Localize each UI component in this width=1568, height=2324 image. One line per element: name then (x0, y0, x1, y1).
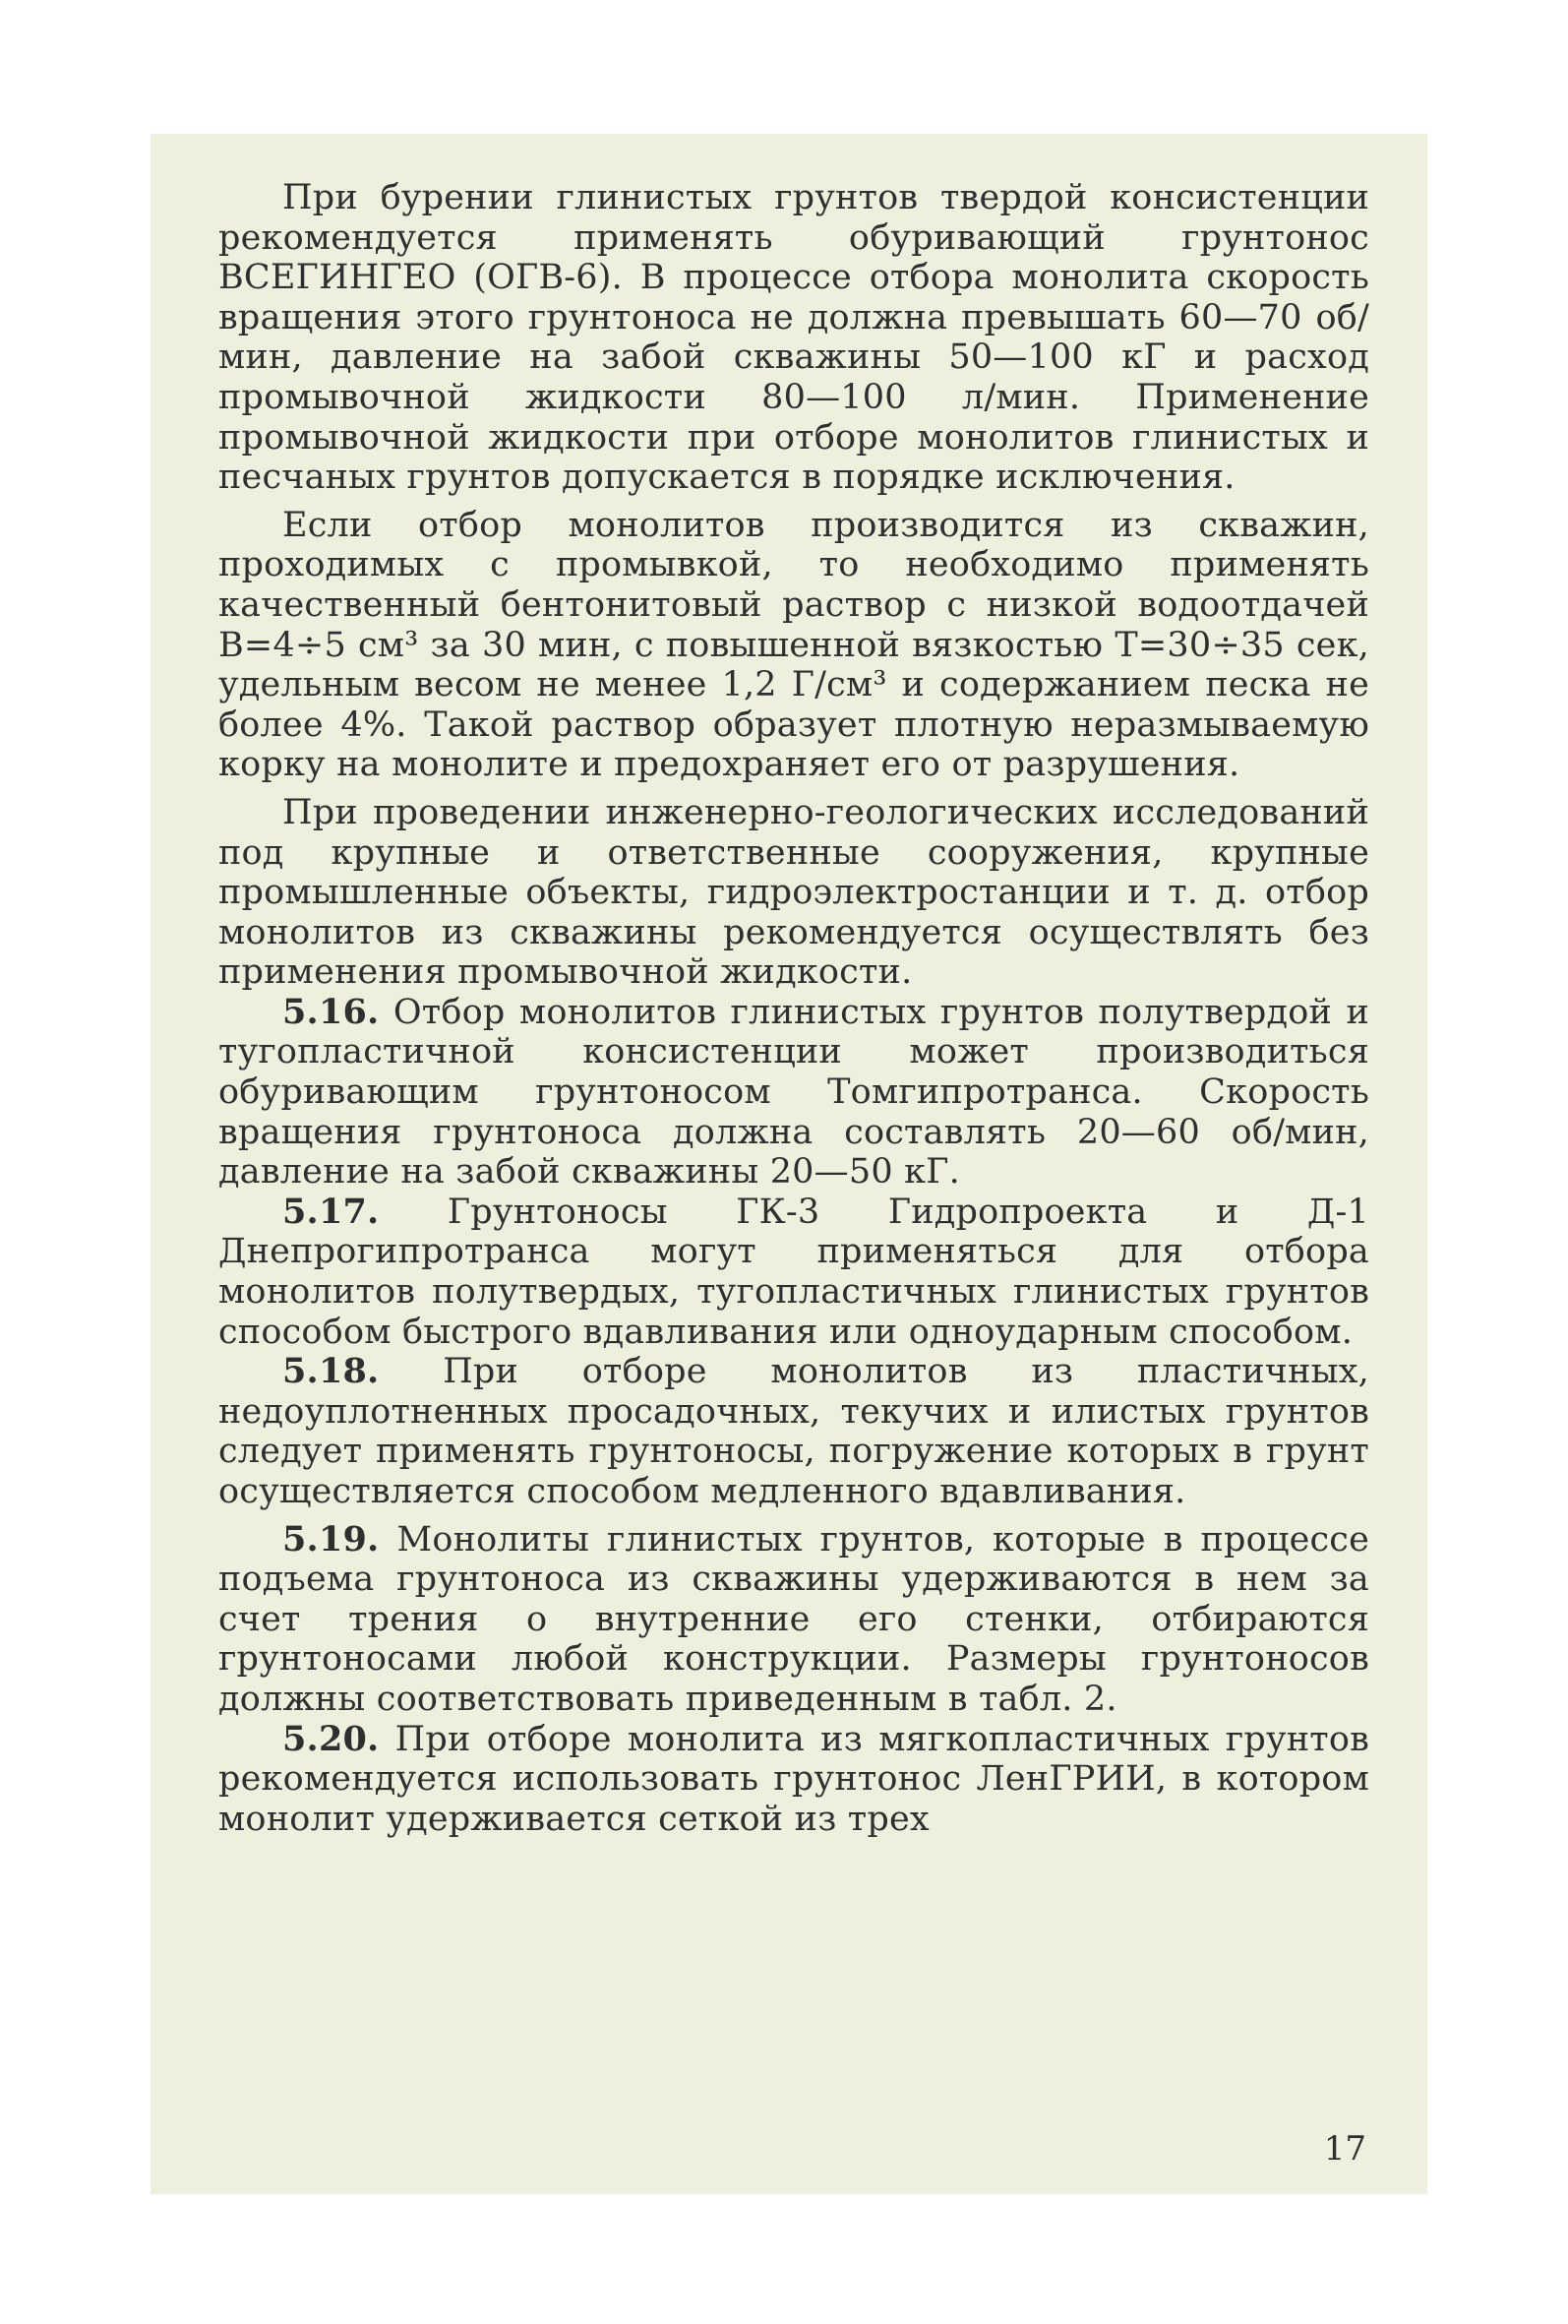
page-text (218, 178, 1369, 1839)
paragraph-text: При бурении глинистых грунтов твердой консистенции рекомендуется применять обуривающий грунтонос ВСЕГИНГЕО (ОГВ-6). В процессе отбора монолита скорость вращения этого грунтоноса не должна превышать 60—70 об/мин, давление на забой скважины 50—100 кГ и расход промывочной жидкости 80—100 л/мин. Применение промывочной жидкости при отборе монолитов глинистых и песчаных грунтов допускается в порядке исключения. (218, 178, 1369, 498)
section-5-20 (218, 1720, 1369, 1840)
paragraph-text: При отборе монолита из мягкопластичных грунтов рекомендуется использовать грунтонос ЛенГРИИ, в котором монолит удерживается сеткой из трех (218, 1719, 1370, 1839)
paragraph-text: Если отбор монолитов производится из скважин, проходимых с промывкой, то необходимо применять качественный бентонитовый раствор с низкой водоотдачей B=4÷5 см³ за 30 мин, с повышенной вязкостью T=30÷35 сек, удельным весом не менее 1,2 Г/см³ и содержанием песка не более 4%. Такой раствор образует плотную неразмываемую корку на монолите и предохраняет его от разрушения. (218, 505, 1369, 785)
section-number: 5.18. (282, 1351, 380, 1392)
paragraph-text: Монолиты глинистых грунтов, которые в процессе подъема грунтоноса из скважины удерживаются в нем за счет трения о внутренние его стенки, отбираются грунтоносами любой конструкции. Размеры грунтоносов должны соответствовать приведенным в табл. 2. (218, 1519, 1369, 1719)
paragraph-text: Грунтоносы ГК-3 Гидропроекта и Д-1 Днепрогипротранса могут применяться для отбора монолитов полутвердых, тугопластичных глинистых грунтов способом быстрого вдавливания или одноударным способом. (218, 1192, 1369, 1352)
section-number: 5.20. (282, 1718, 380, 1759)
section-number: 5.16. (282, 991, 380, 1032)
paragraph-text: При проведении инженерно-геологических исследований под крупные и ответственные сооружения, крупные промышленные объекты, гидроэлектростанции и т. д. отбор монолитов из скважины рекомендуется осуществлять без применения промывочной жидкости. (218, 792, 1369, 993)
section-5-18 (218, 1352, 1369, 1511)
section-5-19 (218, 1520, 1369, 1720)
paragraph-text: Отбор монолитов глинистых грунтов полутвердой и тугопластичной консистенции может производиться обуривающим грунтоносом Томгипротранса. Скорость вращения грунтоноса должна составлять 20—60 об/мин, давление на забой скважины 20—50 кГ. (218, 992, 1370, 1193)
paragraph-2 (218, 506, 1369, 785)
paragraph-3 (218, 793, 1369, 993)
section-number: 5.17. (282, 1191, 380, 1232)
section-5-17 (218, 1193, 1369, 1352)
book-page (151, 134, 1427, 2194)
section-number: 5.19. (282, 1518, 380, 1560)
page-number: 17 (1323, 2129, 1366, 2169)
section-5-16 (218, 993, 1369, 1193)
paragraph-1 (218, 178, 1369, 498)
paragraph-text: При отборе монолитов из пластичных, недоуплотненных просадочных, текучих и илистых грунтов следует применять грунтоносы, погружение которых в грунт осуществляется способом медленного вдавливания. (218, 1352, 1369, 1511)
